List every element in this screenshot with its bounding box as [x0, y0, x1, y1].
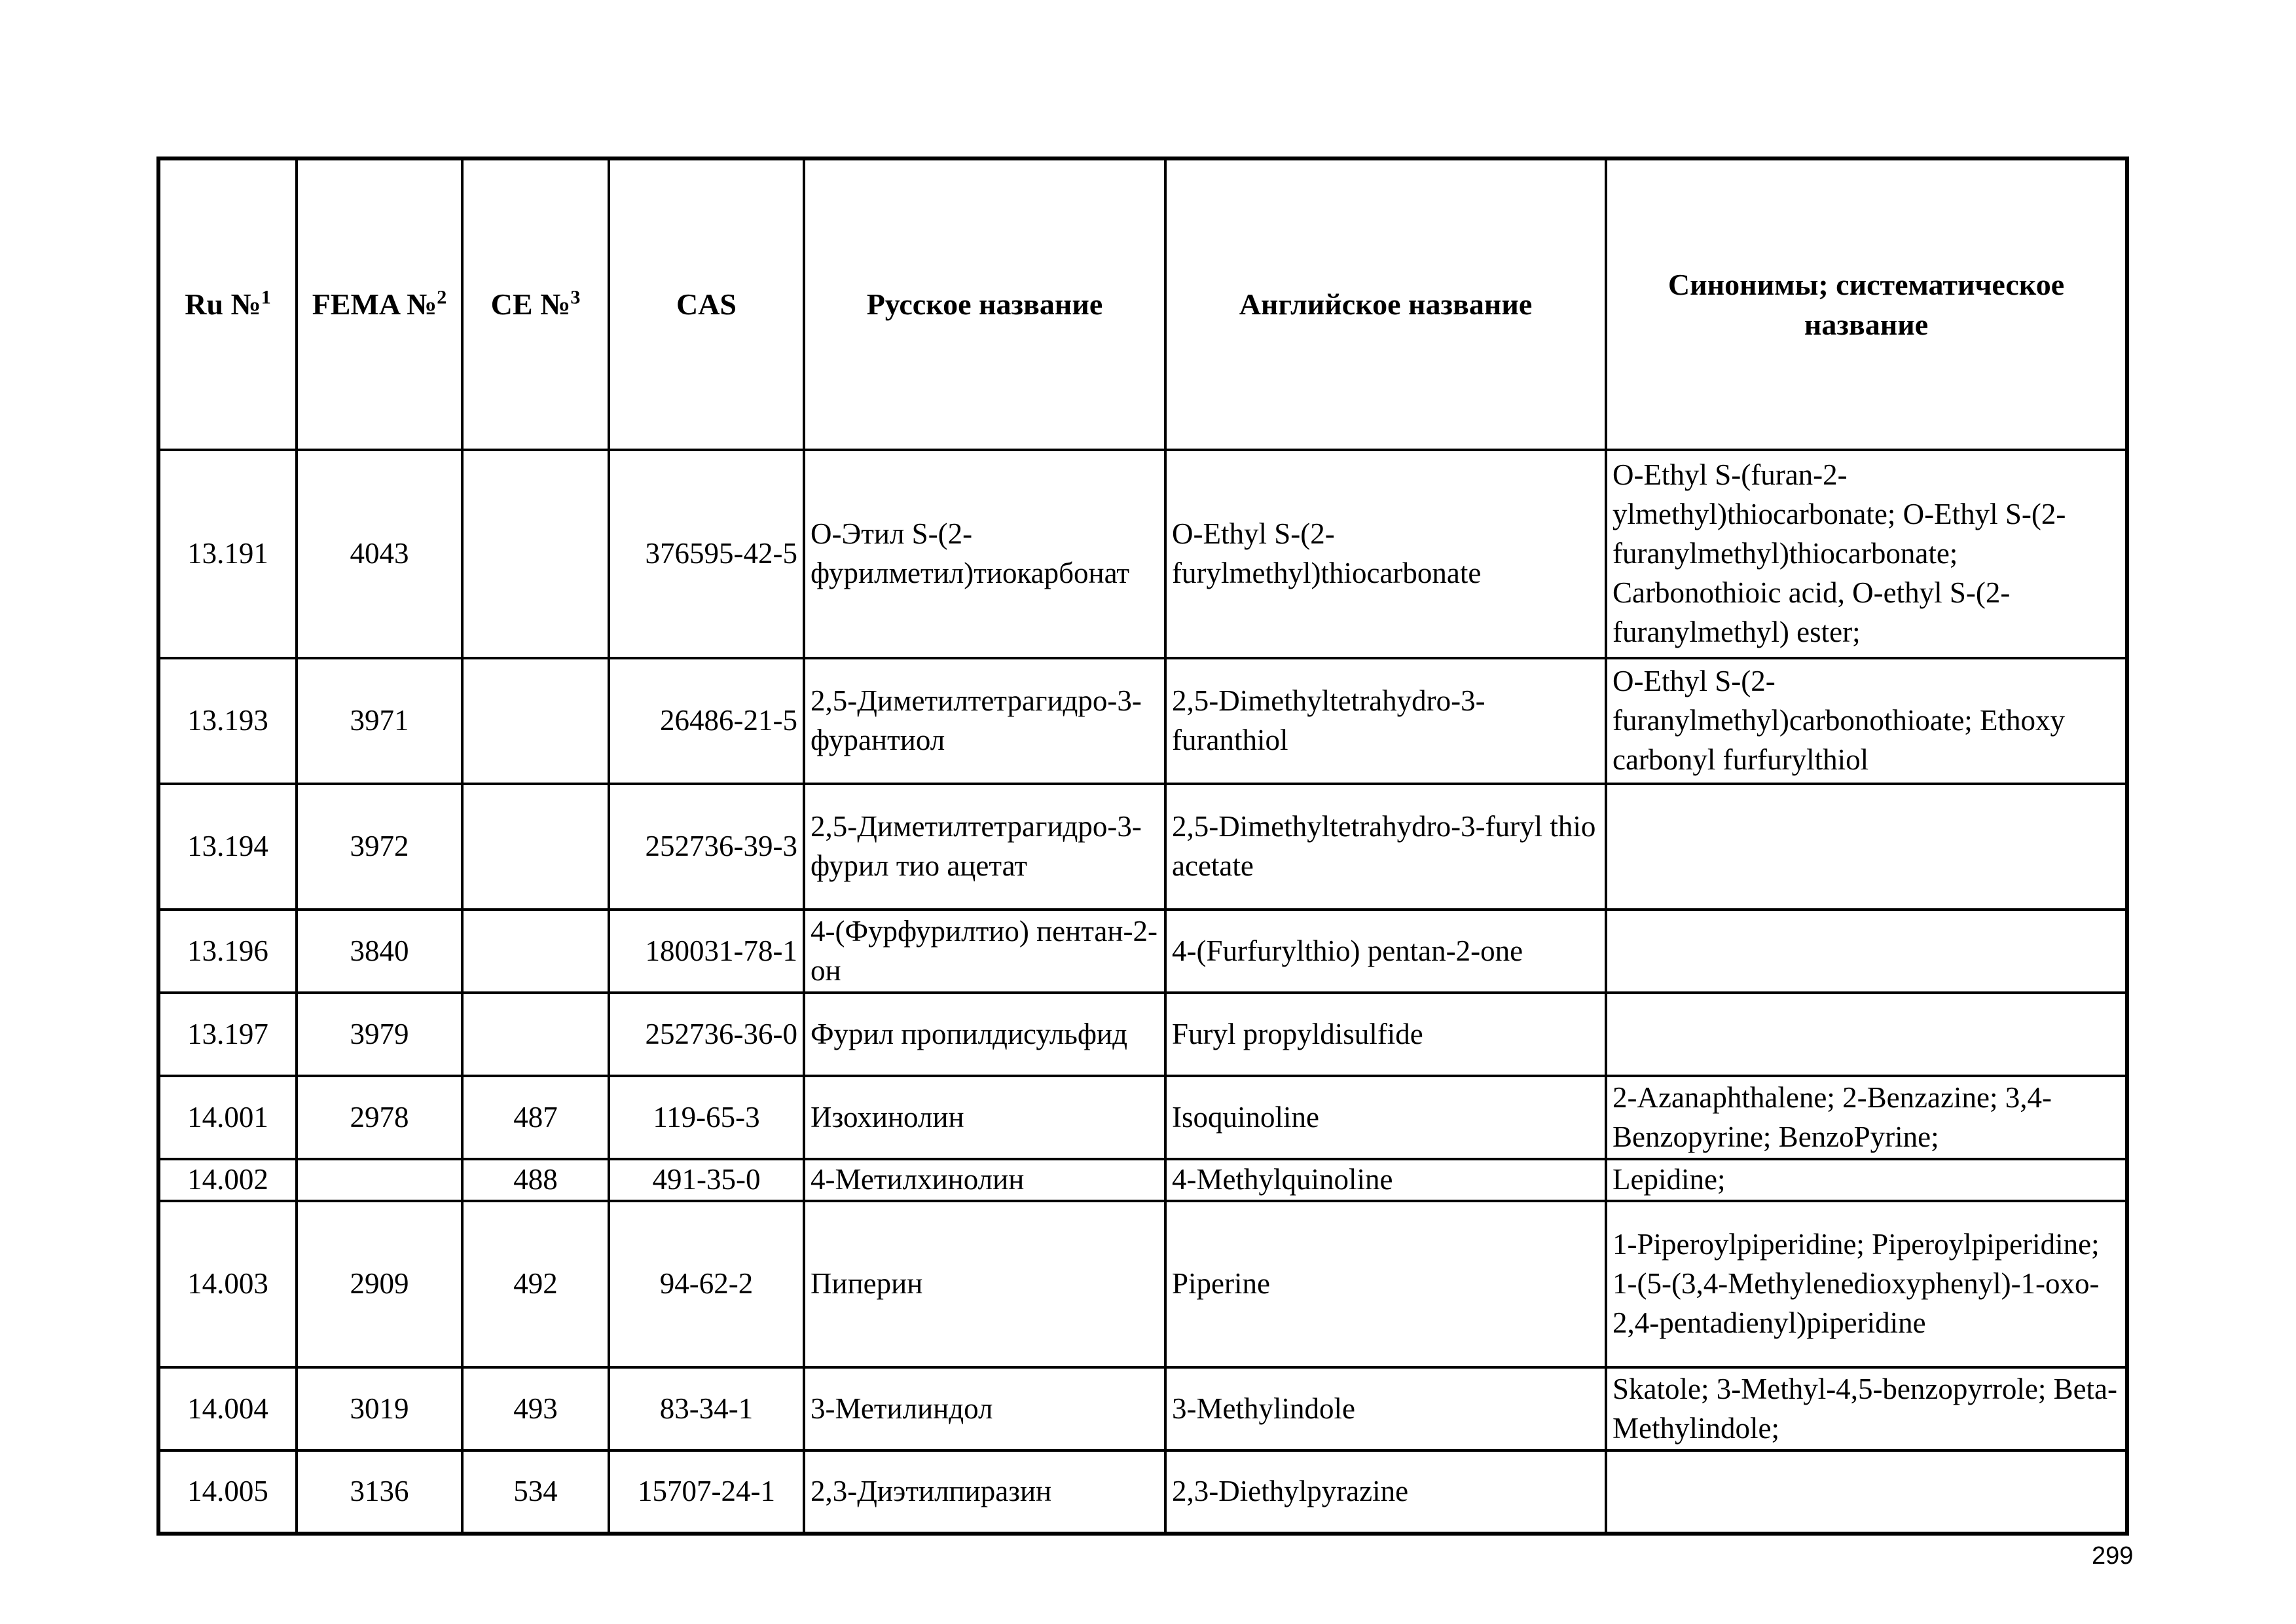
header-synonyms: Синонимы; систематическое название [1606, 158, 2127, 450]
cell-fema-no: 2909 [297, 1201, 462, 1367]
cell-fema-no: 3979 [297, 993, 462, 1076]
cell-ce-no: 488 [462, 1159, 609, 1201]
footnote-ref: 1 [261, 287, 271, 309]
cell-ru-no: 13.193 [158, 658, 297, 784]
cell-fema-no: 2978 [297, 1076, 462, 1159]
cell-ru-no: 13.194 [158, 784, 297, 910]
cell-ce-no [462, 910, 609, 993]
cell-fema-no: 3972 [297, 784, 462, 910]
table-row [158, 910, 2127, 993]
cell-ce-no [462, 993, 609, 1076]
cell-english-name: 2,5-Dimethyltetrahydro-3-furyl thio acetate [1165, 784, 1606, 910]
cell-ru-no: 13.197 [158, 993, 297, 1076]
cell-english-name: O-Ethyl S-(2-furylmethyl)thiocarbonate [1165, 450, 1606, 658]
flavoring-substances-table [156, 157, 2129, 1536]
cell-ce-no: 493 [462, 1367, 609, 1450]
cell-russian-name: О-Этил S-(2-фурилметил)тиокарбонат [804, 450, 1165, 658]
cell-cas: 83-34-1 [609, 1367, 804, 1450]
cell-russian-name: 2,3-Диэтилпиразин [804, 1450, 1165, 1534]
cell-english-name: 2,5-Dimethyltetrahydro-3-furanthiol [1165, 658, 1606, 784]
cell-synonyms [1606, 1450, 2127, 1534]
cell-ce-no: 487 [462, 1076, 609, 1159]
cell-synonyms [1606, 784, 2127, 910]
cell-cas: 376595-42-5 [609, 450, 804, 658]
header-row [158, 158, 2127, 450]
table-row [158, 1450, 2127, 1534]
cell-fema-no: 4043 [297, 450, 462, 658]
cell-ce-no: 534 [462, 1450, 609, 1534]
cell-english-name: 3-Methylindole [1165, 1367, 1606, 1450]
cell-russian-name: 2,5-Диметилтетрагидро-3-фурантиол [804, 658, 1165, 784]
header-cas: CAS [609, 158, 804, 450]
header-ce-no: CE №$^3$ [462, 158, 609, 450]
footnote-ref: 3 [570, 287, 581, 309]
cell-fema-no: 3971 [297, 658, 462, 784]
header-russian-name: Русское название [804, 158, 1165, 450]
cell-synonyms: O-Ethyl S-(2-furanylmethyl)carbonothioate; Ethoxy carbonyl furfurylthiol [1606, 658, 2127, 784]
cell-ce-no [462, 658, 609, 784]
cell-ru-no: 14.005 [158, 1450, 297, 1534]
cell-cas: 180031-78-1 [609, 910, 804, 993]
cell-english-name: Piperine [1165, 1201, 1606, 1367]
cell-ru-no: 14.002 [158, 1159, 297, 1201]
cell-ru-no: 14.004 [158, 1367, 297, 1450]
cell-fema-no [297, 1159, 462, 1201]
table-row [158, 1201, 2127, 1367]
table-row [158, 1076, 2127, 1159]
cell-russian-name: Фурил пропилдисульфид [804, 993, 1165, 1076]
cell-russian-name: 2,5-Диметилтетрагидро-3-фурил тио ацетат [804, 784, 1165, 910]
cell-ru-no: 13.196 [158, 910, 297, 993]
cell-english-name: 2,3-Diethylpyrazine [1165, 1450, 1606, 1534]
cell-english-name: Isoquinoline [1165, 1076, 1606, 1159]
cell-synonyms [1606, 910, 2127, 993]
cell-russian-name: Пиперин [804, 1201, 1165, 1367]
cell-ce-no [462, 784, 609, 910]
cell-fema-no: 3840 [297, 910, 462, 993]
header-english-name: Английское название [1165, 158, 1606, 450]
cell-russian-name: 4-Метилхинолин [804, 1159, 1165, 1201]
cell-synonyms: 2-Azanaphthalene; 2-Benzazine; 3,4-Benzopyrine; BenzoPyrine; [1606, 1076, 2127, 1159]
cell-fema-no: 3019 [297, 1367, 462, 1450]
table-row [158, 1367, 2127, 1450]
cell-russian-name: 4-(Фурфурилтио) пентан-2-он [804, 910, 1165, 993]
footnote-ref: 2 [437, 287, 447, 309]
cell-cas: 26486-21-5 [609, 658, 804, 784]
cell-cas: 252736-36-0 [609, 993, 804, 1076]
cell-english-name: 4-(Furfurylthio) pentan-2-one [1165, 910, 1606, 993]
cell-synonyms: Lepidine; [1606, 1159, 2127, 1201]
cell-fema-no: 3136 [297, 1450, 462, 1534]
cell-english-name: Furyl propyldisulfide [1165, 993, 1606, 1076]
table-row [158, 658, 2127, 784]
table-row [158, 784, 2127, 910]
cell-ru-no: 13.191 [158, 450, 297, 658]
cell-synonyms: O-Ethyl S-(furan-2-ylmethyl)thiocarbonate; O-Ethyl S-(2-furanylmethyl)thiocarbonate; Carbonothioic acid, O-ethyl S-(2-furanylmethyl) ester; [1606, 450, 2127, 658]
cell-synonyms: Skatole; 3-Methyl-4,5-benzopyrrole; Beta-Methylindole; [1606, 1367, 2127, 1450]
header-ru-no: Ru №$^1$ [158, 158, 297, 450]
cell-synonyms: 1-Piperoylpiperidine; Piperoylpiperidine; 1-(5-(3,4-Methylenedioxyphenyl)-1-oxo-2,4-pentadienyl)piperidine [1606, 1201, 2127, 1367]
cell-russian-name: Изохинолин [804, 1076, 1165, 1159]
cell-synonyms [1606, 993, 2127, 1076]
cell-cas: 252736-39-3 [609, 784, 804, 910]
table-row [158, 993, 2127, 1076]
page-number: 299 [2092, 1542, 2134, 1570]
cell-ru-no: 14.003 [158, 1201, 297, 1367]
cell-cas: 491-35-0 [609, 1159, 804, 1201]
cell-russian-name: 3-Метилиндол [804, 1367, 1165, 1450]
table-row [158, 1159, 2127, 1201]
header-fema-no: FEMA №$^2$ [297, 158, 462, 450]
cell-english-name: 4-Methylquinoline [1165, 1159, 1606, 1201]
table-row [158, 450, 2127, 658]
cell-cas: 15707-24-1 [609, 1450, 804, 1534]
cell-cas: 119-65-3 [609, 1076, 804, 1159]
cell-ce-no [462, 450, 609, 658]
cell-ru-no: 14.001 [158, 1076, 297, 1159]
cell-cas: 94-62-2 [609, 1201, 804, 1367]
cell-ce-no: 492 [462, 1201, 609, 1367]
